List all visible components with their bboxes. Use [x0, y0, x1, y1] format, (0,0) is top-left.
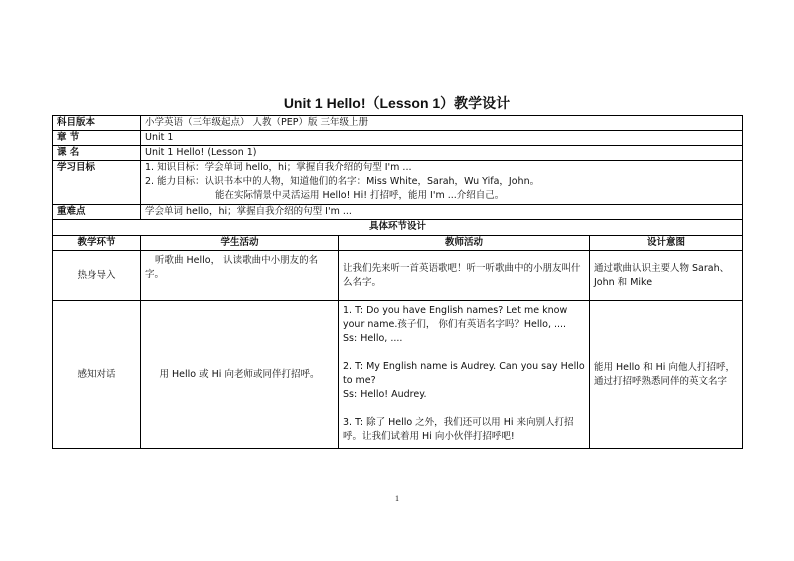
row-chapter [53, 131, 743, 146]
header-teacher: 教师活动 [339, 236, 590, 251]
stage-name: 感知对话 [53, 301, 141, 449]
value-key-points: 学会单词 hello，hi；掌握自我介绍的句型 I'm ... [141, 205, 743, 220]
value-goals [141, 161, 743, 205]
header-intent: 设计意图 [590, 236, 743, 251]
goal-line-2: 2. 能力目标：认识书本中的人物，知道他们的名字：Miss White，Sarah，Wu Yifa，John。 [145, 176, 540, 187]
teacher-step-1-reply: Ss: Hello, .... [343, 333, 403, 344]
label-chapter: 章 节 [53, 131, 141, 146]
goal-line-1: 1. 知识目标：学会单词 hello，hi；掌握自我介绍的句型 I'm ... [145, 162, 412, 173]
row-key-points [53, 205, 743, 220]
table-header-row [53, 236, 743, 251]
document-title: Unit 1 Hello!（Lesson 1）教学设计 [283, 95, 511, 111]
stage-name: 热身导入 [53, 251, 141, 301]
student-activity: 听歌曲 Hello， 认读歌曲中小朋友的名字。 [141, 251, 339, 301]
section-title: 具体环节设计 [53, 220, 743, 236]
teacher-activity: 让我们先来听一首英语歌吧！听一听歌曲中的小朋友叫什么名字。 [339, 251, 590, 301]
teacher-step-2: 2. T: My English name is Audrey. Can you say Hello to me? [343, 361, 585, 386]
row-subject [53, 116, 743, 131]
teacher-step-3: 3. T: 除了 Hello 之外，我们还可以用 Hi 来向别人打招呼。让我们试着用 Hi 向小伙伴打招呼吧! [343, 417, 574, 442]
label-subject: 科目版本 [53, 116, 141, 131]
row-lesson [53, 146, 743, 161]
value-subject: 小学英语（三年级起点） 人教（PEP）版 三年级上册 [141, 116, 743, 131]
row-section-title [53, 220, 743, 236]
teacher-step-2-reply: Ss: Hello! Audrey. [343, 389, 427, 400]
value-chapter: Unit 1 [141, 131, 743, 146]
goal-line-3: 能在实际情景中灵活运用 Hello! Hi! 打招呼，能用 I'm ...介绍自己。 [215, 190, 505, 201]
table-row [53, 251, 743, 301]
table-row [53, 301, 743, 449]
design-intent: 能用 Hello 和 Hi 向他人打招呼，通过打招呼熟悉同伴的英文名字 [590, 301, 743, 449]
student-activity: 用 Hello 或 Hi 向老师或同伴打招呼。 [141, 301, 339, 449]
label-lesson: 课 名 [53, 146, 141, 161]
header-stage: 教学环节 [53, 236, 141, 251]
label-goals: 学习目标 [53, 161, 141, 205]
lesson-plan-table [52, 115, 743, 449]
row-goals [53, 161, 743, 205]
header-student: 学生活动 [141, 236, 339, 251]
page-number: 1 [395, 494, 399, 503]
label-key-points: 重难点 [53, 205, 141, 220]
value-lesson: Unit 1 Hello! (Lesson 1) [141, 146, 743, 161]
teacher-step-1: 1. T: Do you have English names? Let me know your name.孩子们， 你们有英语名字吗？Hello, .... [343, 305, 568, 330]
teacher-activity [339, 301, 590, 449]
design-intent: 通过歌曲认识主要人物 Sarah、John 和 Mike [590, 251, 743, 301]
